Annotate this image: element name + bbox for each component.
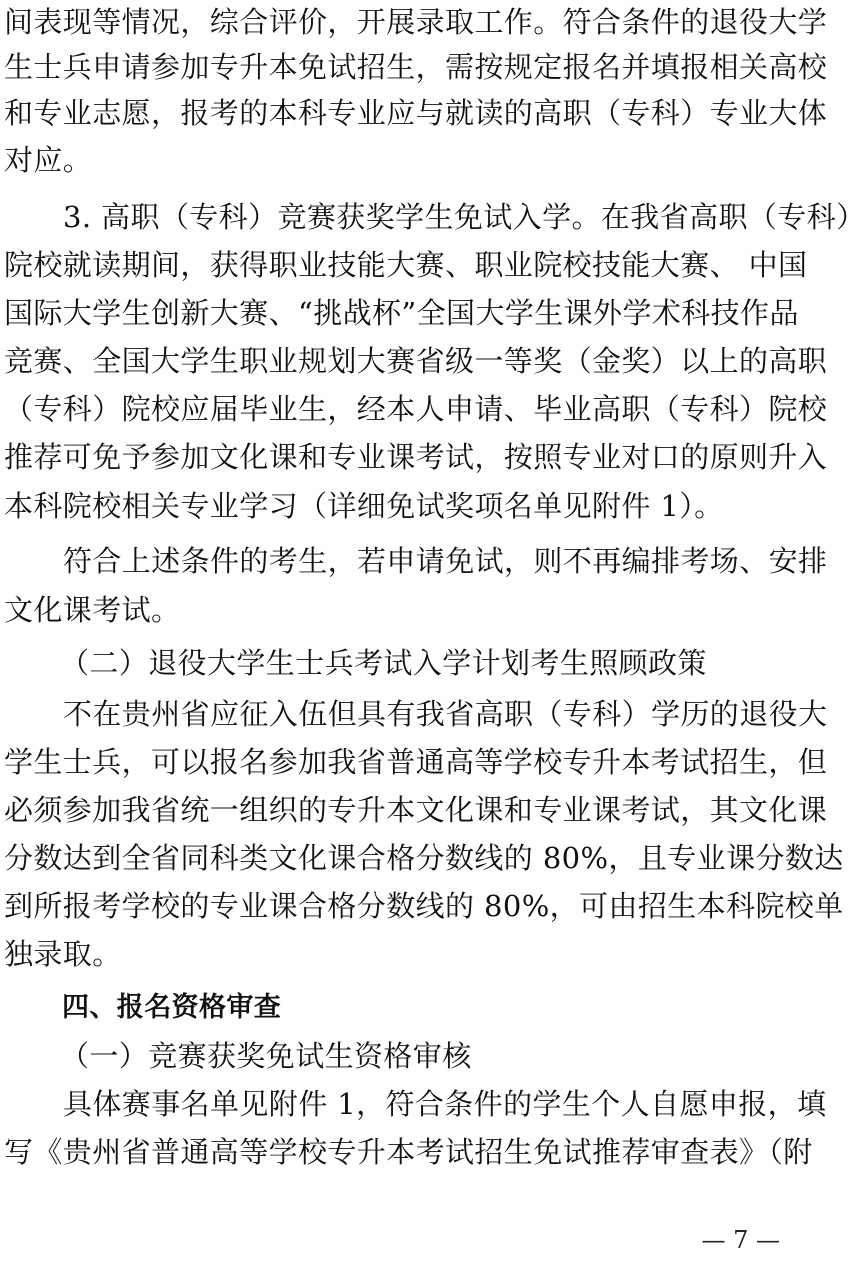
body-text-line: 推荐可免予参加文化课和专业课考试，按照专业对口的原则升入	[4, 440, 828, 474]
body-text-line: 必须参加我省统一组织的专升本文化课和专业课考试，其文化课	[4, 793, 828, 827]
body-text-line: 到所报考学校的专业课合格分数线的 80%，可由招生本科院校单	[4, 889, 844, 923]
body-text-line: 国际大学生创新大赛、“挑战杯”全国大学生课外学术科技作品	[4, 296, 799, 330]
body-text-line: 符合上述条件的考生，若申请免试，则不再编排考场、安排	[63, 544, 828, 578]
subsection-heading-1: （一）竞赛获奖免试生资格审核	[60, 1039, 472, 1073]
body-text-line: 分数达到全省同科类文化课合格分数线的 80%，且专业课分数达	[4, 841, 844, 875]
page-number: — 7 —	[701, 1226, 780, 1254]
body-text-line: 不在贵州省应征入伍但具有我省高职（专科）学历的退役大	[63, 697, 828, 731]
subsection-heading-2: （二）退役大学生士兵考试入学计划考生照顾政策	[60, 646, 707, 680]
body-text-line: 院校就读期间，获得职业技能大赛、职业院校技能大赛、 中国	[4, 248, 808, 282]
body-text-line: 间表现等情况，综合评价，开展录取工作。符合条件的退役大学	[4, 5, 828, 39]
section-heading-4: 四、报名资格审查	[62, 992, 282, 1023]
item-3-heading-line: 3. 高职（专科）竞赛获奖学生免试入学。在我省高职（专科）	[63, 200, 866, 234]
body-text-line: 写《贵州省普通高等学校专升本考试招生免试推荐审查表》（附	[4, 1135, 813, 1169]
body-text-line: 独录取。	[4, 937, 122, 971]
body-text-line: 文化课考试。	[4, 593, 181, 627]
body-text-line: 学生士兵，可以报名参加我省普通高等学校专升本考试招生，但	[4, 745, 828, 779]
body-text-line: 对应。	[4, 143, 93, 177]
body-text-line: （专科）院校应届毕业生，经本人申请、毕业高职（专科）院校	[4, 392, 828, 426]
body-text-line: 本科院校相关专业学习（详细免试奖项名单见附件 1）。	[4, 489, 724, 523]
body-text-line: 具体赛事名单见附件 1，符合条件的学生个人自愿申报，填	[63, 1087, 827, 1121]
body-text-line: 竞赛、全国大学生职业规划大赛省级一等奖（金奖）以上的高职	[4, 344, 828, 378]
body-text-line: 和专业志愿，报考的本科专业应与就读的高职（专科）专业大体	[4, 96, 828, 130]
body-text-line: 生士兵申请参加专升本免试招生，需按规定报名并填报相关高校	[4, 50, 828, 84]
